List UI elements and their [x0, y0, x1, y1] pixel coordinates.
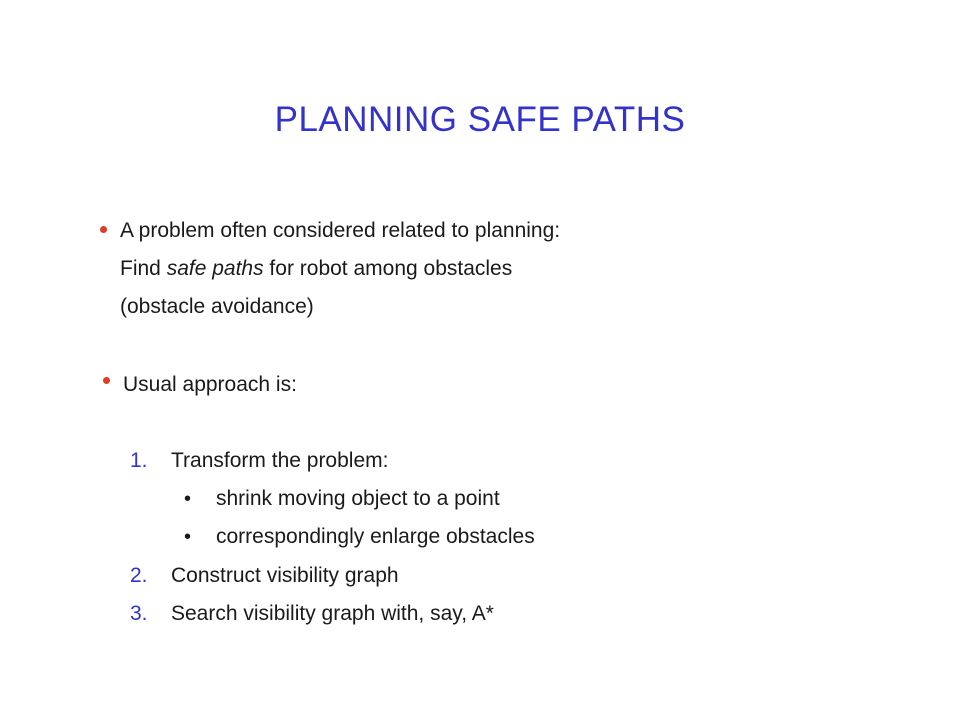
- step-2-text: Construct visibility graph: [171, 564, 399, 587]
- bullet-2-text: Usual approach is:: [123, 373, 297, 396]
- step-1-sub-2-text: correspondingly enlarge obstacles: [216, 525, 535, 548]
- bullet-1-continuation-1-italic: safe paths: [166, 257, 264, 280]
- bullet-marker-1: [100, 226, 107, 233]
- bullet-1-text: A problem often considered related to planning:: [120, 219, 561, 242]
- step-2-number: 2.: [130, 564, 148, 587]
- step-1-text: Transform the problem:: [171, 449, 389, 472]
- step-1-sub-2-marker: •: [184, 526, 192, 548]
- step-1-number: 1.: [130, 449, 148, 472]
- step-3-text: Search visibility graph with, say, A*: [171, 602, 494, 625]
- bullet-1-continuation-1-before: Find: [120, 257, 167, 280]
- step-1-sub-1-text: shrink moving object to a point: [216, 487, 500, 510]
- step-3-number: 3.: [130, 602, 148, 625]
- slide-title: PLANNING SAFE PATHS: [274, 100, 686, 139]
- bullet-1-continuation-1: [120, 256, 512, 282]
- bullet-1-continuation-2: (obstacle avoidance): [120, 295, 314, 318]
- step-1-sub-1-marker: •: [184, 488, 192, 510]
- bullet-marker-2: [103, 377, 110, 384]
- bullet-1-continuation-1-after: for robot among obstacles: [263, 257, 513, 280]
